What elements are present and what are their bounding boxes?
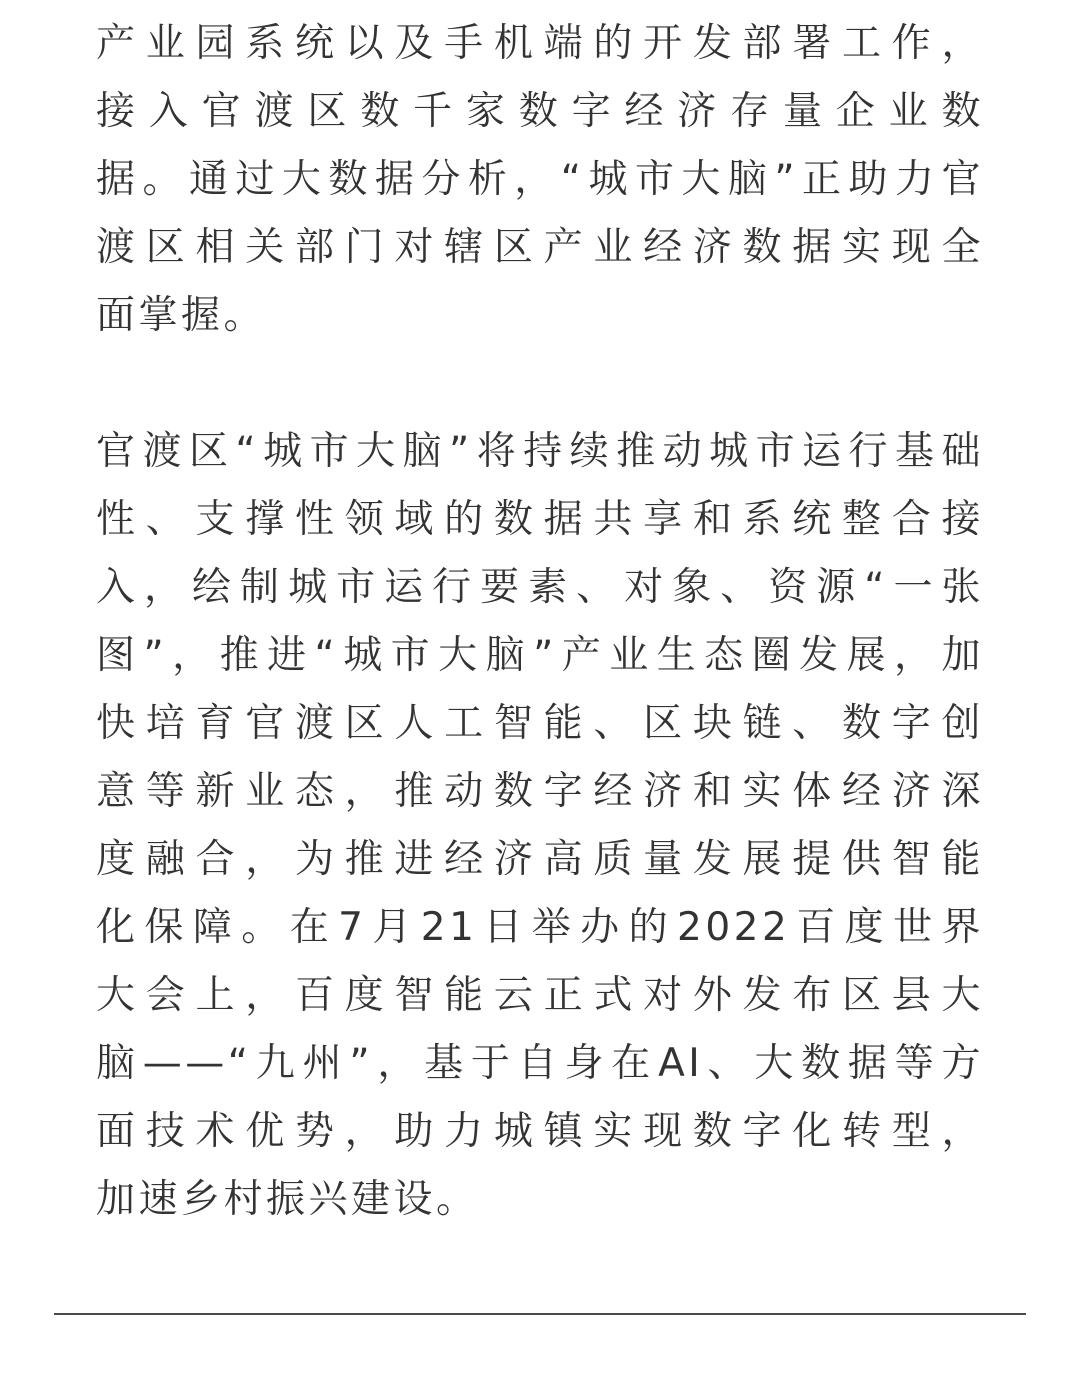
paragraph-1 [96,10,984,350]
text-line: 快培育官渡区人工智能、区块链、数字创 [96,701,984,746]
text-line: 入，绘制城市运行要素、对象、资源“一张 [96,565,984,610]
text-line: 接入官渡区数千家数字经济存量企业数 [96,89,984,134]
article-body [96,10,984,1234]
text-line: 图”，推进“城市大脑”产业生态圈发展，加 [96,633,984,678]
text-line: 据。通过大数据分析，“城市大脑”正助力官 [96,157,984,202]
text-line: 大会上，百度智能云正式对外发布区县大 [96,973,984,1018]
text-line: 面掌握。 [96,293,267,338]
text-line: 化保障。在7月21日举办的2022百度世界 [96,905,984,950]
paragraph-2 [96,418,984,1234]
text-line: 性、支撑性领域的数据共享和系统整合接 [96,497,984,542]
text-line: 度融合，为推进经济高质量发展提供智能 [96,837,984,882]
text-line: 加速乡村振兴建设。 [96,1177,479,1222]
text-line: 渡区相关部门对辖区产业经济数据实现全 [96,225,984,270]
section-divider [54,1313,1026,1315]
text-line: 意等新业态，推动数字经济和实体经济深 [96,769,984,814]
text-line: 官渡区“城市大脑”将持续推动城市运行基础 [96,429,984,474]
text-line: 脑——“九州”，基于自身在AI、大数据等方 [96,1041,984,1086]
text-line: 面技术优势，助力城镇实现数字化转型， [96,1109,984,1154]
text-line: 产业园系统以及手机端的开发部署工作， [96,21,984,66]
paragraph-gap [96,350,984,418]
